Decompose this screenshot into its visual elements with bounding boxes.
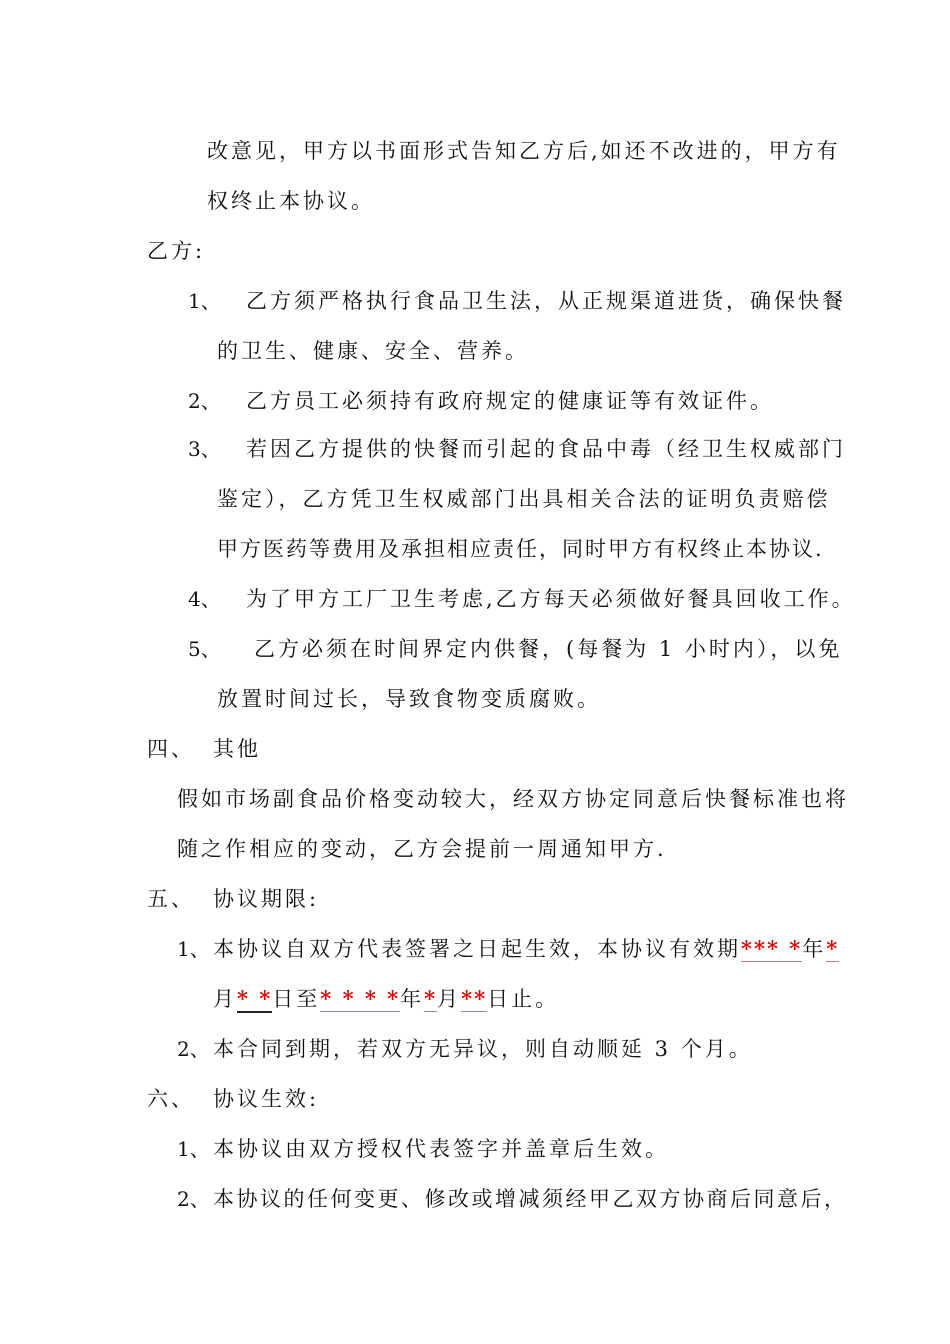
party-b-item-5-line-2: 放置时间过长，导致食物变质腐败。 — [217, 687, 601, 711]
section-4-title: 其他 — [213, 737, 261, 761]
party-b-item-number: 2、 — [188, 389, 221, 413]
section-5-item-number: 2、 — [177, 1037, 210, 1061]
section-6-number: 六、 — [147, 1087, 195, 1111]
term-text-e: 年 — [400, 987, 425, 1011]
term-blank-end-year[interactable]: * * * * — [320, 986, 401, 1011]
term-blank-years[interactable]: *** * — [741, 936, 803, 961]
party-b-item-3-line-1: 若因乙方提供的快餐而引起的食品中毒（经卫生权威部门 — [246, 437, 846, 461]
section-4-line-2: 随之作相应的变动，乙方会提前一周通知甲方. — [177, 837, 667, 861]
section-6-item-2-text: 本协议的任何变更、修改或增减须经甲乙双方协商后同意后， — [213, 1187, 848, 1211]
term-text-d: 日至 — [272, 987, 321, 1011]
term-blank-start-month[interactable]: * — [826, 936, 840, 961]
party-b-item-5-line-1: 乙方必须在时间界定内供餐，(每餐为 1 小时内），以免 — [254, 637, 843, 661]
term-text-c: 月 — [213, 987, 237, 1011]
term-text-a: 本协议自双方代表签署之日起生效，本协议有效期 — [213, 937, 741, 961]
party-b-item-1-line-2: 的卫生、健康、安全、营养。 — [217, 339, 529, 363]
section-6-item-1-text: 本协议由双方授权代表签字并盖章后生效。 — [213, 1137, 669, 1161]
term-text-b: 年 — [802, 937, 827, 961]
section-5-item-2-text: 本合同到期，若双方无异议，则自动顺延 3 个月。 — [213, 1037, 753, 1061]
section-5-item-1-line-1 — [213, 936, 839, 962]
term-blank-end-day[interactable]: ** — [461, 986, 488, 1011]
section-5-title: 协议期限: — [213, 887, 320, 911]
party-b-item-2-line-1: 乙方员工必须持有政府规定的健康证等有效证件。 — [246, 389, 774, 413]
party-b-item-1-line-1: 乙方须严格执行食品卫生法，从正规渠道进货，确保快餐 — [246, 289, 846, 313]
party-b-item-number: 4、 — [188, 587, 221, 611]
intro-line-1: 改意见，甲方以书面形式告知乙方后,如还不改进的，甲方有 — [207, 139, 841, 163]
section-4-line-1: 假如市场副食品价格变动较大，经双方协定同意后快餐标准也将 — [177, 787, 849, 811]
party-b-item-4-line-1: 为了甲方工厂卫生考虑,乙方每天必须做好餐具回收工作。 — [246, 587, 856, 611]
party-b-item-number: 3、 — [188, 437, 221, 461]
party-b-item-number: 5、 — [188, 637, 221, 661]
section-5-item-1-line-2 — [213, 986, 559, 1012]
section-6-item-number: 1、 — [177, 1137, 210, 1161]
party-b-item-3-line-2: 鉴定），乙方凭卫生权威部门出具相关合法的证明负责赔偿 — [217, 487, 831, 511]
section-5-item-number: 1、 — [177, 937, 210, 961]
party-b-heading: 乙方: — [147, 239, 206, 263]
party-b-item-number: 1、 — [188, 289, 221, 313]
term-text-f: 月 — [437, 987, 462, 1011]
term-text-g: 日止。 — [487, 987, 560, 1011]
section-6-item-number: 2、 — [177, 1187, 210, 1211]
intro-line-2: 权终止本协议。 — [207, 189, 375, 213]
section-5-number: 五、 — [147, 887, 195, 911]
term-blank-end-month[interactable]: * — [424, 986, 438, 1011]
party-b-item-3-line-3: 甲方医药等费用及承担相应责任，同时甲方有权终止本协议. — [217, 537, 824, 561]
section-6-title: 协议生效: — [213, 1087, 320, 1111]
term-blank-start-day[interactable]: * * — [237, 986, 273, 1011]
section-4-number: 四、 — [147, 737, 195, 761]
